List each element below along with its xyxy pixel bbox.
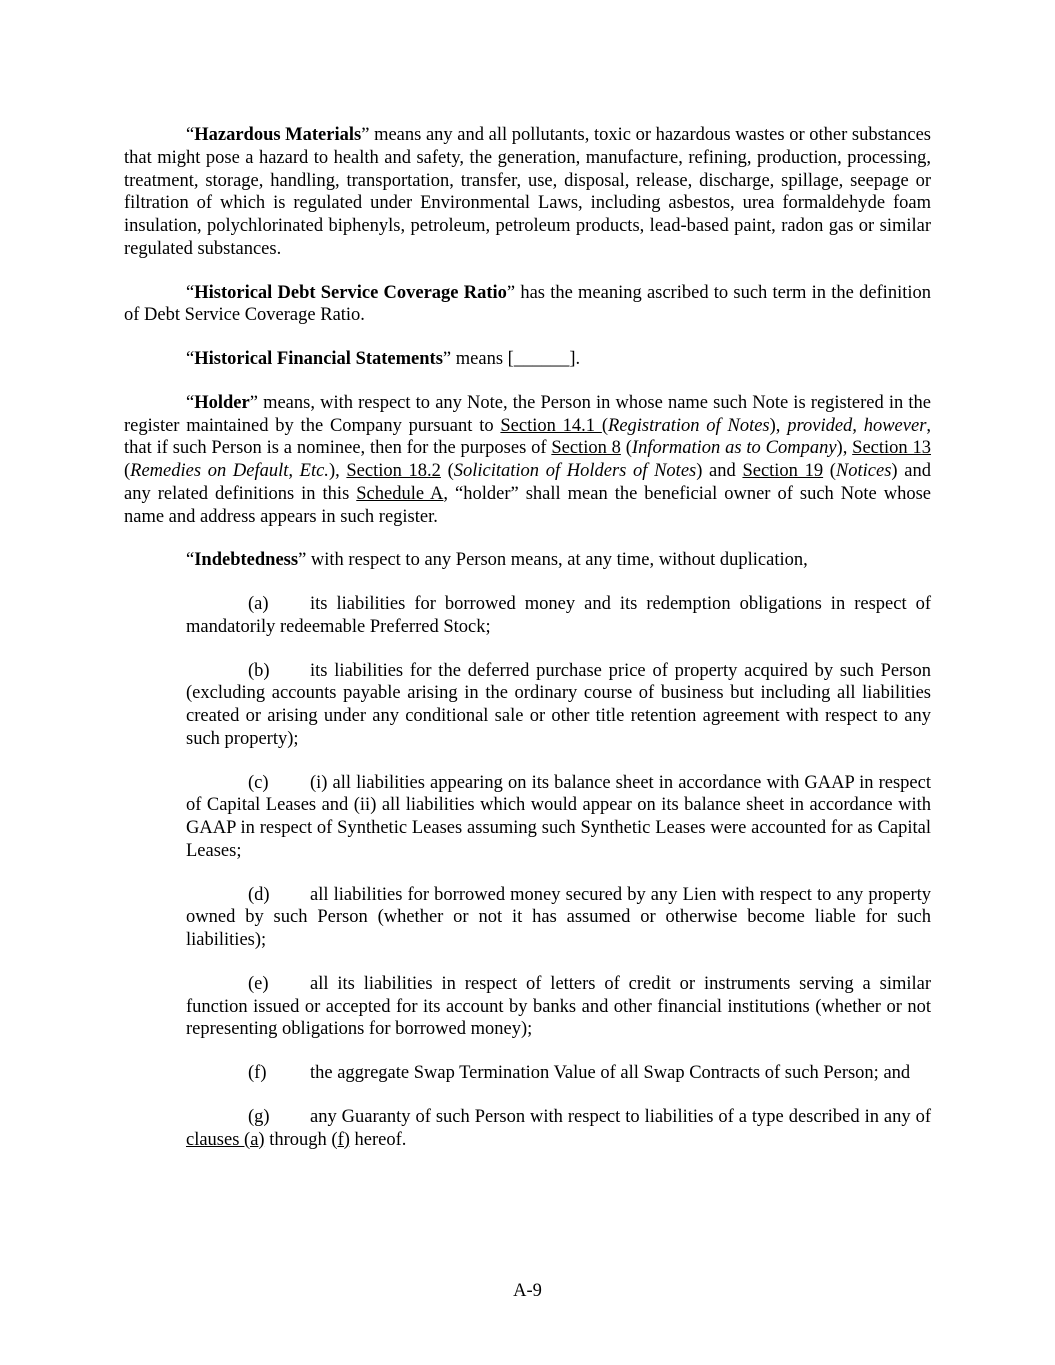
clause-label: (a) [248,594,269,614]
clause-label: (f) [248,1063,267,1083]
clause-reference: clauses (a) [186,1129,265,1150]
clause-c: (c) (i) all liabilities appearing on its balance sheet in accordance with GAAP in respect of Capital Leases and (ii) all liabilities which would appear on its balance sheet in accordance with GAAP in respect of Synthetic Leases assuming such Synthetic Leases were accounted for as Capital Leases; [186,772,931,861]
clause-d: (d) all liabilities for borrowed money secured by any Lien with respect to any property owned by such Person (whether or not it has assumed or otherwise become liable for such liabilities); [186,884,931,950]
definition-historical-financial-statements: “Historical Financial Statements” means [______]. [186,349,581,369]
definition-hazardous-materials: “Hazardous Materials” means any and all pollutants, toxic or hazardous wastes or other substances that might pose a hazard to health and safety, the generation, manufacture, refining, production, processing, treatment, storage, handling, transportation, transfer, use, disposal, release, discharge, spillage, seepage or filtration of which is regulated under Environmental Laws, including asbestos, urea formaldehyde foam insulation, polychlorinated biphenyls, petroleum, petroleum products, lead-based paint, radon gas or similar regulated substances. [124,125,931,259]
term: Holder [194,392,250,413]
term: Historical Debt Service Coverage Ratio [194,282,507,303]
section-reference: Section 13 [852,438,931,459]
definition-historical-dscr: “Historical Debt Service Coverage Ratio” has the meaning ascribed to such term in the definition of Debt Service Coverage Ratio. [124,282,931,326]
clause-reference: (f) [331,1129,350,1150]
definition-indebtedness: “Indebtedness” with respect to any Person means, at any time, without duplication, [186,550,808,571]
clause-a: (a) its liabilities for borrowed money and its redemption obligations in respect of mandatorily redeemable Preferred Stock; [186,594,931,637]
clause-label: (g) [248,1106,270,1127]
section-reference: Section 14.1 [500,415,602,436]
clause-label: (b) [248,660,270,681]
clause-f: (f) the aggregate Swap Termination Value of all Swap Contracts of such Person; and [248,1063,911,1083]
clause-g: (g) any Guaranty of such Person with respect to liabilities of a type described in any of clauses (a) through (f) hereof. [186,1106,931,1150]
term: Hazardous Materials [194,125,362,145]
schedule-reference: Schedule A [356,483,444,504]
clause-label: (e) [248,973,269,994]
section-reference: Section 18.2 [346,461,441,481]
term: Historical Financial Statements [194,349,443,369]
clause-label: (d) [248,884,270,905]
document-body [124,124,931,1151]
term: Indebtedness [194,550,299,571]
clause-label: (c) [248,772,269,793]
clause-b: (b) its liabilities for the deferred purchase price of property acquired by such Person (excluding accounts payable arising in the ordinary course of business but including all liabilities created or arising under any conditional sale or other title retention agreement with respect to any such property); [186,660,931,749]
section-reference: Section 8 [551,438,621,459]
page-number: A-9 [513,1281,542,1301]
definition-holder: “Holder” means, with respect to any Note, the Person in whose name such Note is registered in the register maintained by the Company pursuant to Section 14.1 (Registration of Notes), provided, however, that if such Person is a nominee, then for the purposes of Section 8 (Information as to Company), Section 13 (Remedies on Default, Etc.), Section 18.2 (Solicitation of Holders of Notes) and Section 19 (Notices) and any related definitions in this Schedule A, “holder” shall mean the beneficial owner of such Note whose name and address appears in such register. [124,392,932,527]
section-reference: Section 19 [742,461,824,481]
clause-e: (e) all its liabilities in respect of letters of credit or instruments serving a similar function issued or accepted for its account by banks and other financial institutions (whether or not representing obligations for borrowed money); [186,973,931,1040]
